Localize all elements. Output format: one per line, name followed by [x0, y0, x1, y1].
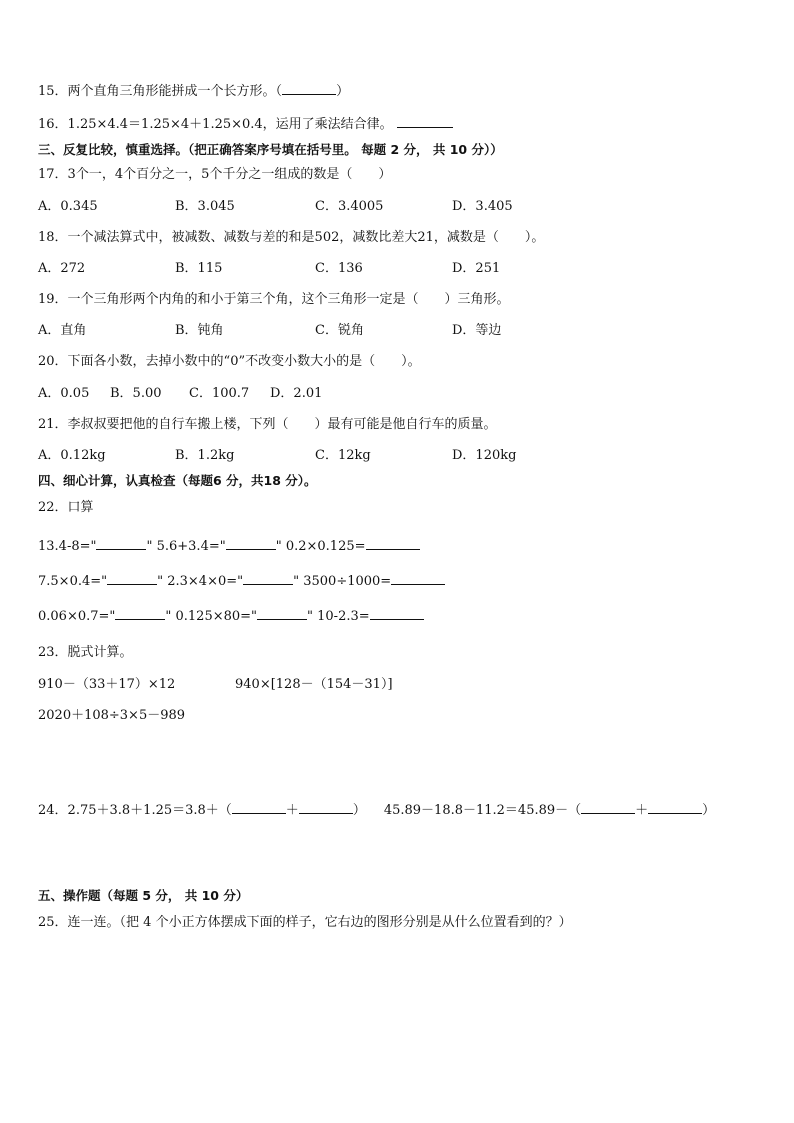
question-text: 李叔叔要把他的自行车搬上楼，下列（ ）最有可能是他自行车的质量。 [67, 417, 497, 432]
option-d[interactable]: D．等边 [452, 323, 502, 338]
option-b[interactable]: B．5.00 [110, 386, 162, 401]
option-a[interactable]: A．0.12kg [38, 448, 106, 463]
answer-blank[interactable] [226, 537, 276, 550]
option-d[interactable]: D．120kg [452, 448, 517, 463]
option-c[interactable]: C．锐角 [315, 323, 364, 338]
answer-blank[interactable] [397, 115, 453, 128]
answer-blank[interactable] [243, 572, 293, 585]
question-24 [38, 801, 715, 820]
question-number: 21． [38, 417, 68, 432]
question-number: 18． [38, 230, 68, 245]
answer-blank[interactable] [391, 572, 445, 585]
option-d[interactable]: D．2.01 [270, 386, 323, 401]
question-text: 脱式计算。 [67, 645, 133, 660]
question-number: 16． [38, 117, 68, 132]
expression: 13.4-8=" [38, 539, 97, 554]
question-21 [38, 416, 497, 434]
section-5-title: 五、操作题（每题 5 分， 共 10 分） [38, 888, 249, 903]
option-a[interactable]: A．0.345 [38, 199, 98, 214]
option-b[interactable]: B．1.2kg [175, 448, 235, 463]
option-c[interactable]: C．12kg [315, 448, 371, 463]
answer-blank[interactable] [366, 537, 420, 550]
question-text: 口算 [67, 500, 94, 515]
question-25 [38, 914, 572, 932]
answer-blank[interactable] [107, 572, 157, 585]
mental-math-row-2 [38, 572, 445, 591]
answer-blank[interactable] [581, 801, 635, 814]
answer-blank[interactable] [115, 607, 165, 620]
question-number: 25． [38, 915, 68, 930]
expression: " 5.6+3.4=" [146, 539, 226, 554]
mental-math-row-1 [38, 537, 420, 556]
question-17 [38, 166, 391, 184]
question-text: 1.25×4.4＝1.25×4＋1.25×0.4，运用了乘法结合律。 [67, 117, 393, 132]
expression: " 0.125×80=" [165, 609, 258, 624]
answer-blank[interactable] [282, 82, 336, 95]
question-number: 17． [38, 167, 68, 182]
expression-part: 2.75＋3.8＋1.25＝3.8＋（ [67, 803, 232, 818]
question-text: 3个一，4个百分之一，5个千分之一组成的数是（ ） [67, 167, 392, 182]
option-d[interactable]: D．3.405 [452, 199, 513, 214]
option-d[interactable]: D．251 [452, 261, 501, 276]
option-b[interactable]: B．钝角 [175, 323, 224, 338]
expression-part: 45.89－18.8－11.2＝45.89－（ [383, 803, 582, 818]
answer-blank[interactable] [299, 801, 353, 814]
question-15 [38, 82, 349, 101]
question-number: 22． [38, 500, 68, 515]
answer-blank[interactable] [648, 801, 702, 814]
answer-blank[interactable] [257, 607, 307, 620]
section-3-title: 三、反复比较，慎重选择。（把正确答案序号填在括号里。 每题 2 分， 共 10 分）） [38, 142, 503, 157]
plus-sign: ＋ [285, 803, 299, 818]
expression: " 2.3×4×0=" [157, 574, 244, 589]
question-20 [38, 353, 421, 371]
option-b[interactable]: B．115 [175, 261, 223, 276]
question-text: 连一连。（把 4 个小正方体摆成下面的样子，它右边的图形分别是从什么位置看到的？） [67, 915, 572, 930]
question-text: 一个三角形两个内角的和小于第三个角，这个三角形一定是（ ）三角形。 [67, 292, 510, 307]
question-23 [38, 644, 133, 662]
answer-blank[interactable] [96, 537, 146, 550]
question-text-end: ） [336, 84, 350, 99]
option-c[interactable]: C．136 [315, 261, 363, 276]
plus-sign: ＋ [635, 803, 649, 818]
option-a[interactable]: A．272 [38, 261, 86, 276]
question-16 [38, 115, 453, 134]
question-number: 23． [38, 645, 68, 660]
expression-1: 910－（33＋17）×12 [38, 677, 176, 692]
expression-2: 940×[128－（154－31）] [235, 677, 393, 692]
expression: " 0.2×0.125= [275, 539, 366, 554]
question-18 [38, 229, 544, 247]
question-text: 下面各小数，去掉小数中的“0”不改变小数大小的是（ ）。 [67, 354, 421, 369]
expression: " 10-2.3= [307, 609, 370, 624]
expression-part: ） [702, 803, 716, 818]
question-number: 19． [38, 292, 68, 307]
answer-blank[interactable] [232, 801, 286, 814]
question-text: 一个减法算式中，被减数、减数与差的和是502，减数比差大21，减数是（ ）。 [67, 230, 545, 245]
question-text: 两个直角三角形能拼成一个长方形。（ [67, 84, 283, 99]
question-number: 24． [38, 803, 68, 818]
expression: 7.5×0.4=" [38, 574, 108, 589]
expression: " 3500÷1000= [293, 574, 392, 589]
option-a[interactable]: A．0.05 [38, 386, 90, 401]
option-a[interactable]: A．直角 [38, 323, 87, 338]
answer-blank[interactable] [370, 607, 424, 620]
option-b[interactable]: B．3.045 [175, 199, 235, 214]
expression: 0.06×0.7=" [38, 609, 116, 624]
expression-3: 2020＋108÷3×5－989 [38, 708, 186, 723]
question-number: 15． [38, 84, 68, 99]
expression-part: ） [352, 803, 366, 818]
option-c[interactable]: C．100.7 [189, 386, 250, 401]
question-number: 20． [38, 354, 68, 369]
mental-math-row-3 [38, 607, 424, 626]
question-19 [38, 291, 510, 309]
question-22 [38, 499, 94, 517]
section-4-title: 四、细心计算，认真检查（每题6 分，共18 分）。 [38, 473, 317, 488]
option-c[interactable]: C．3.4005 [315, 199, 384, 214]
